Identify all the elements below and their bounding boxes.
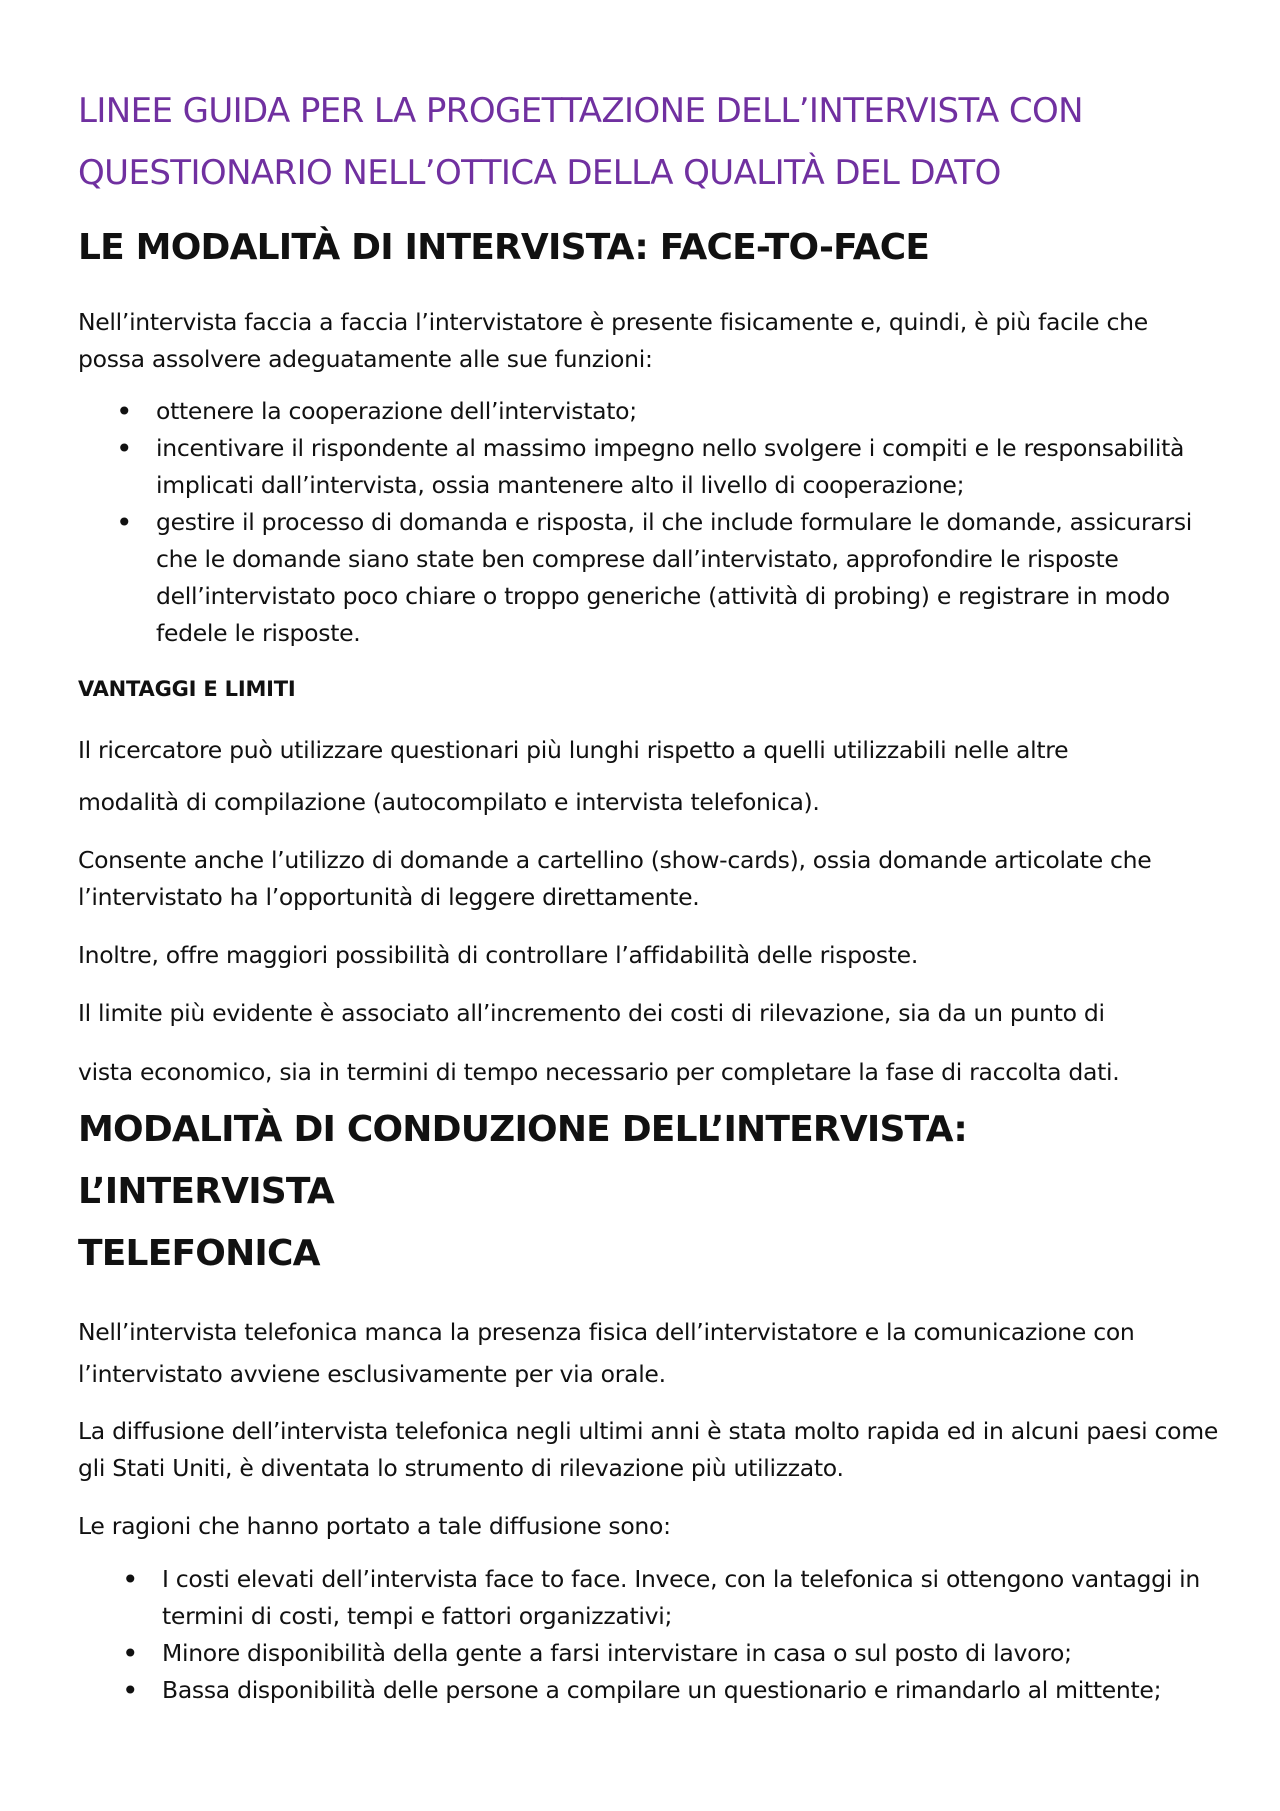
list-item: • ottenere la cooperazione dell’intervistato;: [78, 393, 1218, 430]
document-title-line-2: QUESTIONARIO NELL’OTTICA DELLA QUALITÀ DEL DATO: [78, 153, 1001, 193]
document-title-line-1: LINEE GUIDA PER LA PROGETTAZIONE DELL’INTERVISTA CON: [78, 91, 1084, 131]
section2-paragraph: Le ragioni che hanno portato a tale diffusione sono:: [78, 1512, 671, 1540]
section1-paragraph: Inoltre, offre maggiori possibilità di controllare l’affidabilità delle risposte.: [78, 941, 919, 969]
section2-bullet-list: [78, 1561, 1218, 1709]
section2-paragraph: Nell’intervista telefonica manca la presenza fisica dell’intervistatore e la comunicazione con l’intervistato avviene esclusivamente per via orale.: [78, 1318, 1135, 1388]
section-heading-telefonica: [78, 1099, 1218, 1285]
list-item: • Minore disponibilità della gente a farsi intervistare in casa o sul posto di lavoro;: [78, 1635, 1218, 1672]
subheading-vantaggi-limiti: VANTAGGI E LIMITI: [78, 677, 296, 701]
list-item: • I costi elevati dell’intervista face to face. Invece, con la telefonica si ottengono vantaggi in termini di costi, tempi e fattori organizzativi;: [78, 1561, 1218, 1635]
list-item: • incentivare il rispondente al massimo impegno nello svolgere i compiti e le responsabilità implicati dall’intervista, ossia mantenere alto il livello di cooperazione;: [78, 430, 1218, 504]
section1-paragraph: Consente anche l’utilizzo di domande a cartellino (show-cards), ossia domande articolate che l’intervistato ha l’opportunità di leggere direttamente.: [78, 846, 1152, 911]
document-title: [78, 80, 1218, 204]
list-item: • gestire il processo di domanda e risposta, il che include formulare le domande, assicurarsi che le domande siano state ben comprese dall’intervistato, approfondire le risposte dell’intervistato poco chiare o troppo generiche (attività di probing) e registrare in modo fedele le risposte.: [78, 504, 1218, 652]
section1-paragraph: vista economico, sia in termini di tempo necessario per completare la fase di raccolta dati.: [78, 1058, 1120, 1086]
section1-intro: Nell’intervista faccia a faccia l’intervistatore è presente fisicamente e, quindi, è più facile che possa assolvere adeguatamente alle sue funzioni:: [78, 308, 1148, 373]
document-page: [78, 80, 1218, 1709]
section-heading-telefonica-line-2: TELEFONICA: [78, 1233, 320, 1274]
section-heading-telefonica-line-1: MODALITÀ DI CONDUZIONE DELL’INTERVISTA: L’INTERVISTA: [78, 1109, 967, 1212]
section1-paragraph: modalità di compilazione (autocompilato e intervista telefonica).: [78, 788, 820, 816]
section1-paragraph: Il limite più evidente è associato all’incremento dei costi di rilevazione, sia da un punto di: [78, 999, 1105, 1027]
section1-bullet-list: [78, 393, 1218, 652]
section2-paragraph: La diffusione dell’intervista telefonica negli ultimi anni è stata molto rapida ed in alcuni paesi come gli Stati Uniti, è diventata lo strumento di rilevazione più utilizzato.: [78, 1417, 1218, 1482]
section-heading-face-to-face: LE MODALITÀ DI INTERVISTA: FACE-TO-FACE: [78, 227, 930, 268]
list-item: • Bassa disponibilità delle persone a compilare un questionario e rimandarlo al mittente;: [78, 1672, 1218, 1709]
section1-paragraph: Il ricercatore può utilizzare questionari più lunghi rispetto a quelli utilizzabili nelle altre: [78, 736, 1069, 764]
